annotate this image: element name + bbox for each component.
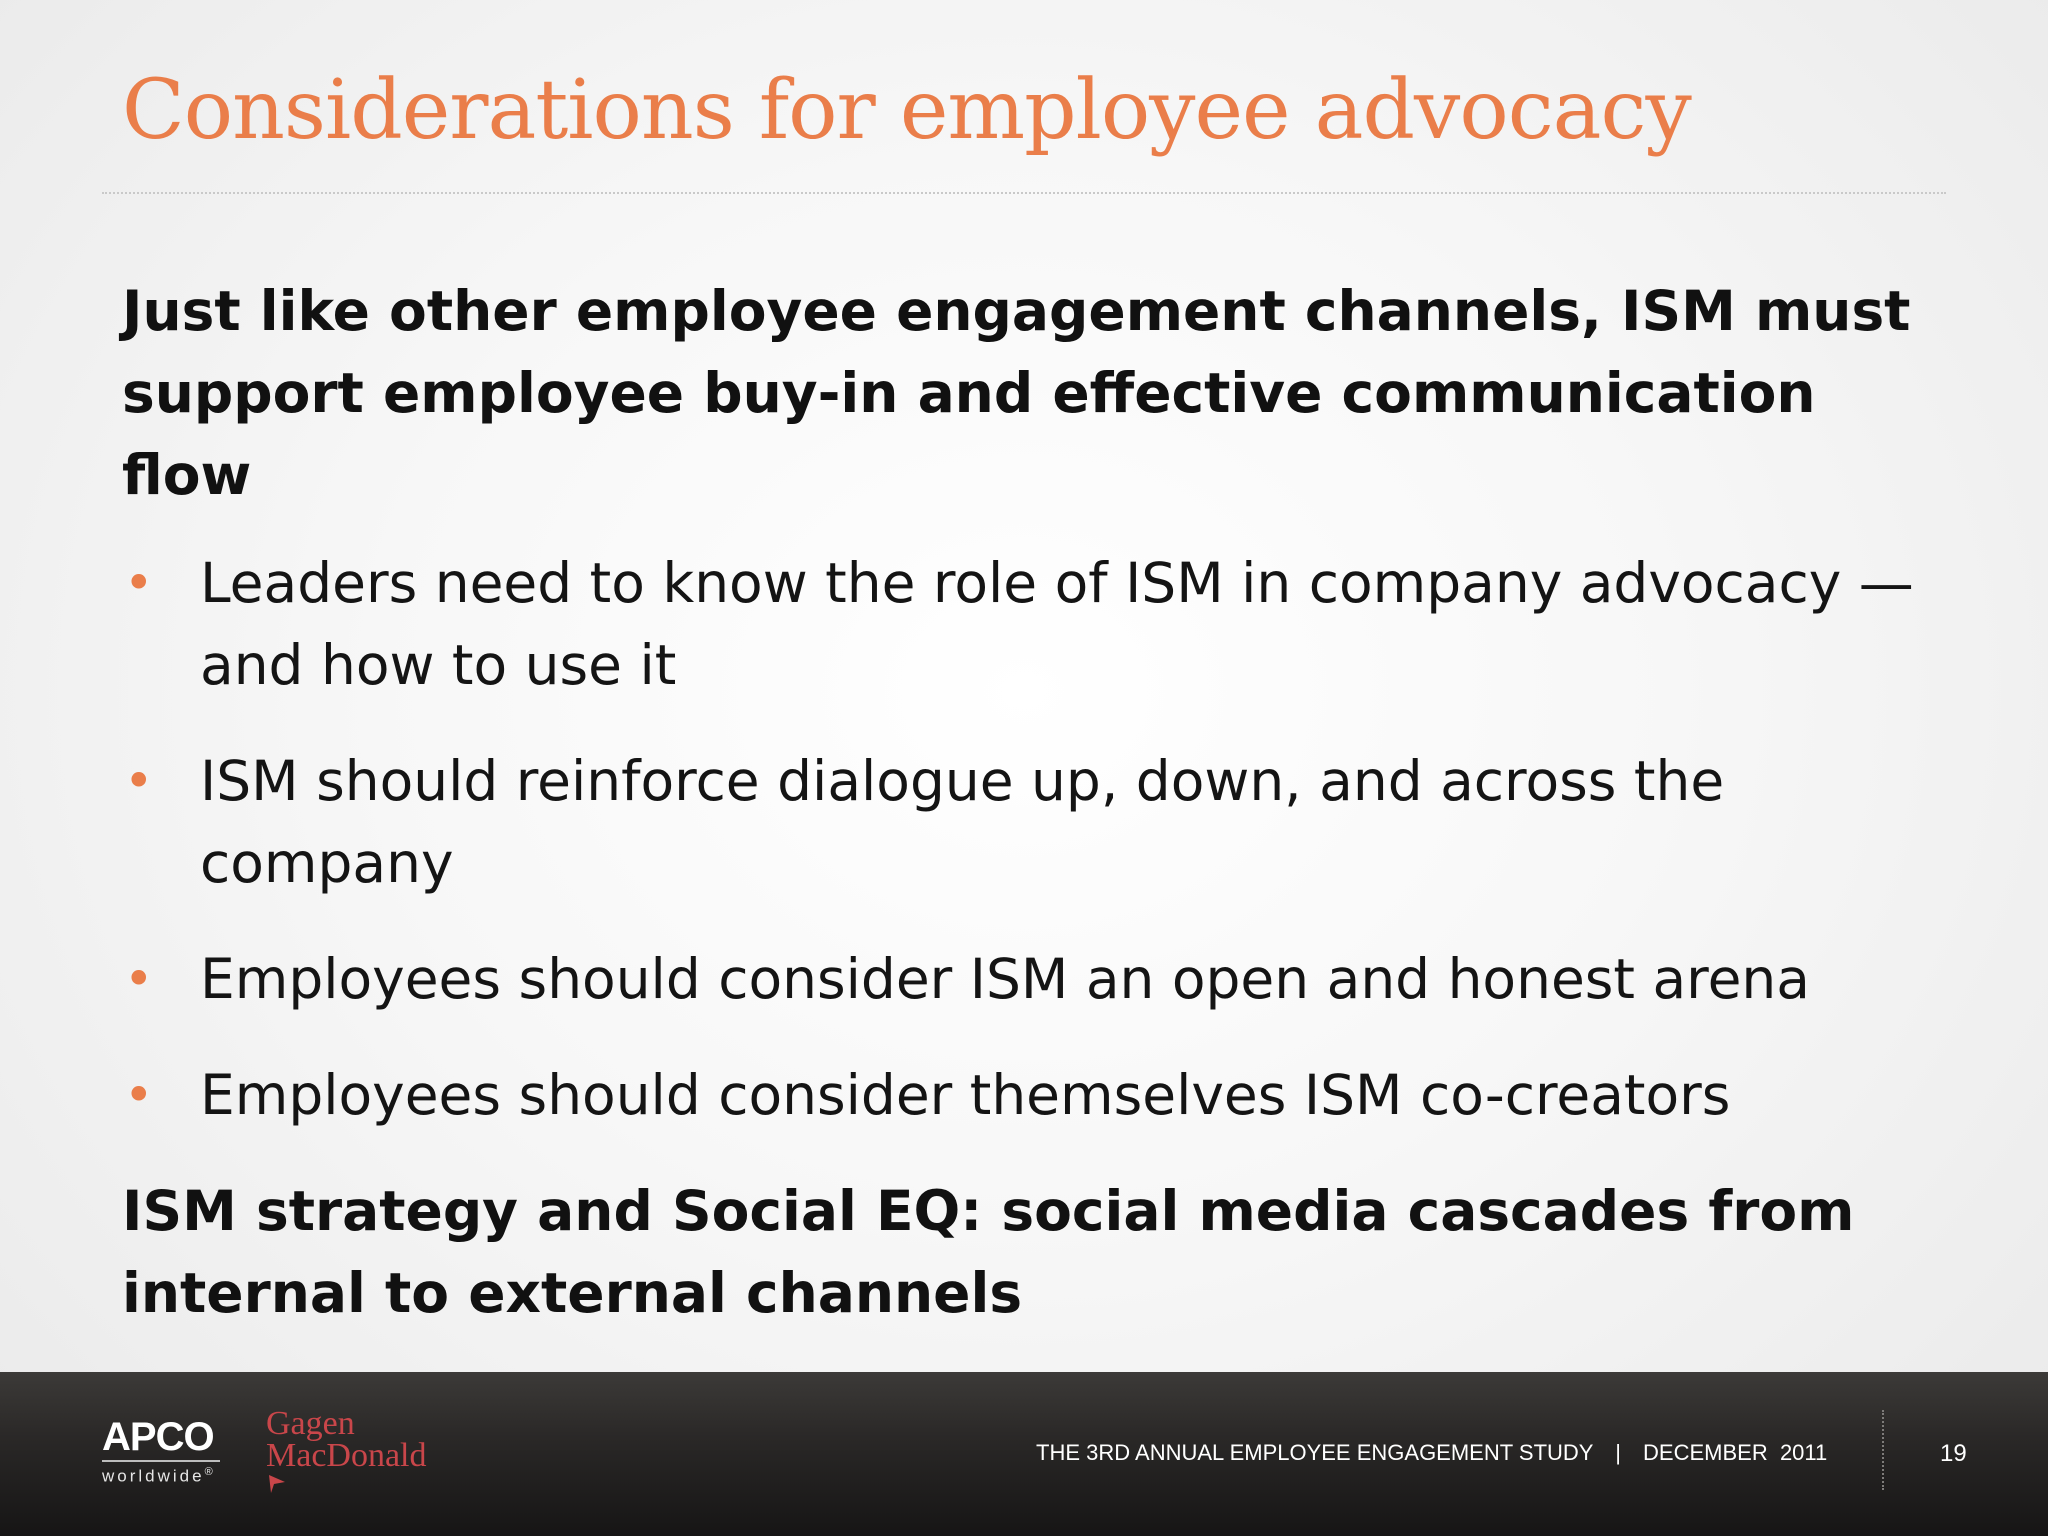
gagen-macdonald-logo: [266, 1405, 427, 1474]
bullet-text: Employees should consider ISM an open and honest arena: [200, 947, 1810, 1011]
apco-logo-wordmark: APCO: [102, 1415, 214, 1459]
footer-divider: [1882, 1410, 1884, 1490]
bullet-item: [122, 938, 1922, 1020]
bullet-text: ISM should reinforce dialogue up, down, and across the company: [200, 749, 1725, 895]
bullet-text: Employees should consider themselves ISM co-creators: [200, 1063, 1731, 1127]
study-date: DECEMBER 2011: [1643, 1440, 1828, 1465]
page-number: 19: [1940, 1440, 1967, 1467]
bullet-item: [122, 1054, 1922, 1136]
footer-separator: |: [1615, 1440, 1621, 1465]
gm-logo-line1: Gagen: [266, 1405, 355, 1442]
lead-statement: Just like other employee engagement channels, ISM must support employee buy-in and effective communication flow: [122, 279, 1911, 507]
title-divider: [102, 192, 1946, 194]
apco-logo-rule: [102, 1460, 220, 1462]
gm-arrow-icon: [266, 1472, 290, 1496]
bullet-text: Leaders need to know the role of ISM in company advocacy — and how to use it: [200, 551, 1914, 697]
bullet-icon: •: [124, 950, 154, 1008]
gm-logo-line2: MacDonald: [266, 1437, 427, 1474]
study-name: THE 3RD ANNUAL EMPLOYEE ENGAGEMENT STUDY: [1036, 1440, 1594, 1465]
bullet-list: [122, 542, 1922, 1136]
slide-title: Considerations for employee advocacy: [122, 63, 1691, 158]
conclusion-statement: ISM strategy and Social EQ: social media cascades from internal to external channels: [122, 1179, 1855, 1325]
bullet-icon: •: [124, 752, 154, 810]
registered-mark: ®: [204, 1466, 213, 1478]
bullet-icon: •: [124, 1066, 154, 1124]
slide-body: [122, 270, 1922, 1334]
bullet-icon: •: [124, 554, 154, 612]
bullet-item: [122, 542, 1922, 706]
footer-study-title: [1036, 1440, 1827, 1466]
footer-bar: [0, 1372, 2048, 1536]
apco-logo: [102, 1416, 224, 1487]
apco-logo-sub-text: worldwide: [102, 1466, 205, 1486]
bullet-item: [122, 740, 1922, 904]
apco-logo-subtitle: [102, 1466, 224, 1487]
